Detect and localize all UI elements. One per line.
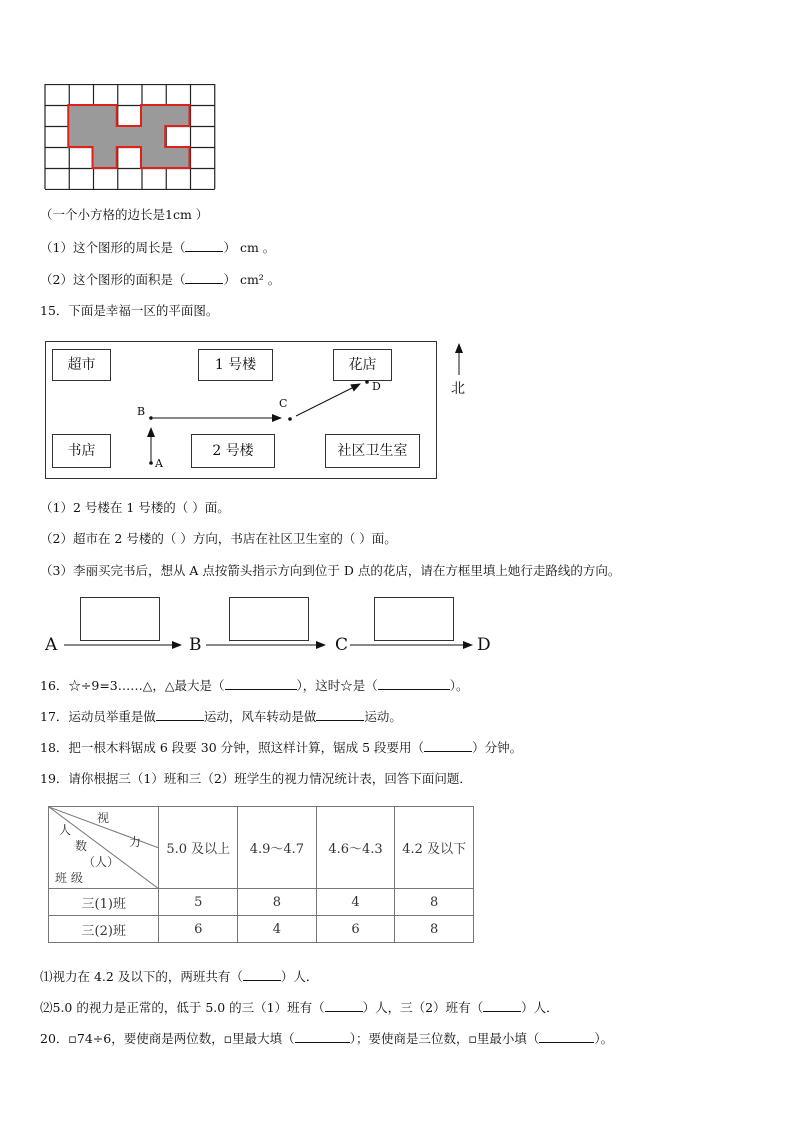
row-label: 三(1)班 [49, 889, 159, 916]
q14-part1: （1）这个图形的周长是（ ） cm 。 [40, 240, 276, 255]
grid-note: （一个小方格的边长是1cm ） [40, 207, 209, 222]
header-li: 力 [129, 835, 142, 849]
table-cell: 5 [159, 889, 238, 916]
room-supermarket: 超市 [52, 349, 111, 381]
q18: 18．把一根木料锯成 6 段要 30 分钟，照这样计算，锯成 5 段要用（ ）分钟。 [40, 740, 523, 755]
table-cell: 8 [395, 916, 474, 943]
table-cell: 6 [316, 916, 395, 943]
q20: 20．▫74÷6，要使商是两位数，▫里最大填（ ）；要使商是三位数，▫里最小填（ ）。 [40, 1031, 614, 1046]
table-cell: 6 [159, 916, 238, 943]
answer-blank[interactable] [539, 1030, 594, 1043]
route-label-c: C [335, 635, 349, 655]
room-building2: 2 号楼 [191, 434, 275, 468]
table-cell: 8 [238, 889, 317, 916]
direction-box-1[interactable] [80, 597, 160, 641]
direction-box-3[interactable] [374, 597, 454, 641]
direction-box-2[interactable] [229, 597, 309, 641]
room-health: 社区卫生室 [325, 434, 420, 468]
answer-blank[interactable] [225, 677, 297, 690]
answer-blank[interactable] [325, 999, 363, 1012]
point-d-label: D [372, 380, 381, 393]
q15-part1: （1）2 号楼在 1 号楼的（ ）面。 [40, 500, 230, 515]
q14-part2: （2）这个图形的面积是（ ） cm² 。 [40, 272, 281, 287]
point-b-label: B [137, 405, 146, 418]
room-flower-shop: 花店 [333, 349, 392, 381]
header-shu: 数 [75, 839, 88, 853]
answer-blank[interactable] [424, 739, 472, 752]
header-ren: 人 [59, 823, 72, 837]
answer-blank[interactable] [295, 1030, 350, 1043]
q15-title: 15．下面是幸福一区的平面图。 [40, 303, 219, 318]
col-header: 4.9～4.7 [238, 807, 317, 889]
route-label-b: B [189, 635, 202, 655]
answer-blank[interactable] [243, 968, 281, 981]
q15-part3: （3）李丽买完书后，想从 A 点按箭头指示方向到位于 D 点的花店，请在方框里填上她行走路线的方向。 [40, 563, 621, 578]
table-row [49, 916, 474, 943]
row-label: 三(2)班 [49, 916, 159, 943]
north-label: 北 [451, 381, 465, 397]
col-header: 4.2 及以下 [395, 807, 474, 889]
table-row [49, 889, 474, 916]
col-header: 5.0 及以上 [159, 807, 238, 889]
col-header: 4.6～4.3 [316, 807, 395, 889]
q19-part2: ⑵5.0 的视力是正常的，低于 5.0 的三（1）班有（ ）人，三（2）班有（ ）人． [40, 1000, 559, 1015]
q19-title: 19．请你根据三（1）班和三（2）班学生的视力情况统计表，回答下面问题． [40, 771, 472, 786]
answer-blank[interactable] [316, 708, 364, 721]
route-label-a: A [45, 635, 58, 655]
route-label-d: D [477, 635, 491, 655]
point-a-label: A [155, 457, 163, 470]
room-bookstore: 书店 [52, 434, 111, 468]
answer-blank[interactable] [378, 677, 450, 690]
q16: 16．☆÷9=3……△，△最大是（ ），这时☆是（ ）。 [40, 678, 469, 693]
q19-part1: ⑴视力在 4.2 及以下的，两班共有（ ）人． [40, 969, 319, 984]
answer-blank[interactable] [156, 708, 204, 721]
table-cell: 4 [238, 916, 317, 943]
diagonal-header-cell [49, 807, 159, 889]
header-ren-unit: （人） [83, 855, 120, 869]
point-c-label: C [279, 397, 288, 410]
room-building1: 1 号楼 [198, 349, 273, 381]
vision-table [48, 806, 474, 943]
q17: 17．运动员举重是做 运动，风车转动是做 运动。 [40, 709, 402, 724]
header-shi: 视 [97, 811, 110, 825]
table-cell: 8 [395, 889, 474, 916]
answer-blank[interactable] [483, 999, 521, 1012]
header-banji: 班 级 [55, 871, 83, 885]
route-arrows [0, 0, 794, 500]
table-cell: 4 [316, 889, 395, 916]
q15-part2: （2）超市在 2 号楼的（ ）方向，书店在社区卫生室的（ ）面。 [40, 531, 397, 546]
